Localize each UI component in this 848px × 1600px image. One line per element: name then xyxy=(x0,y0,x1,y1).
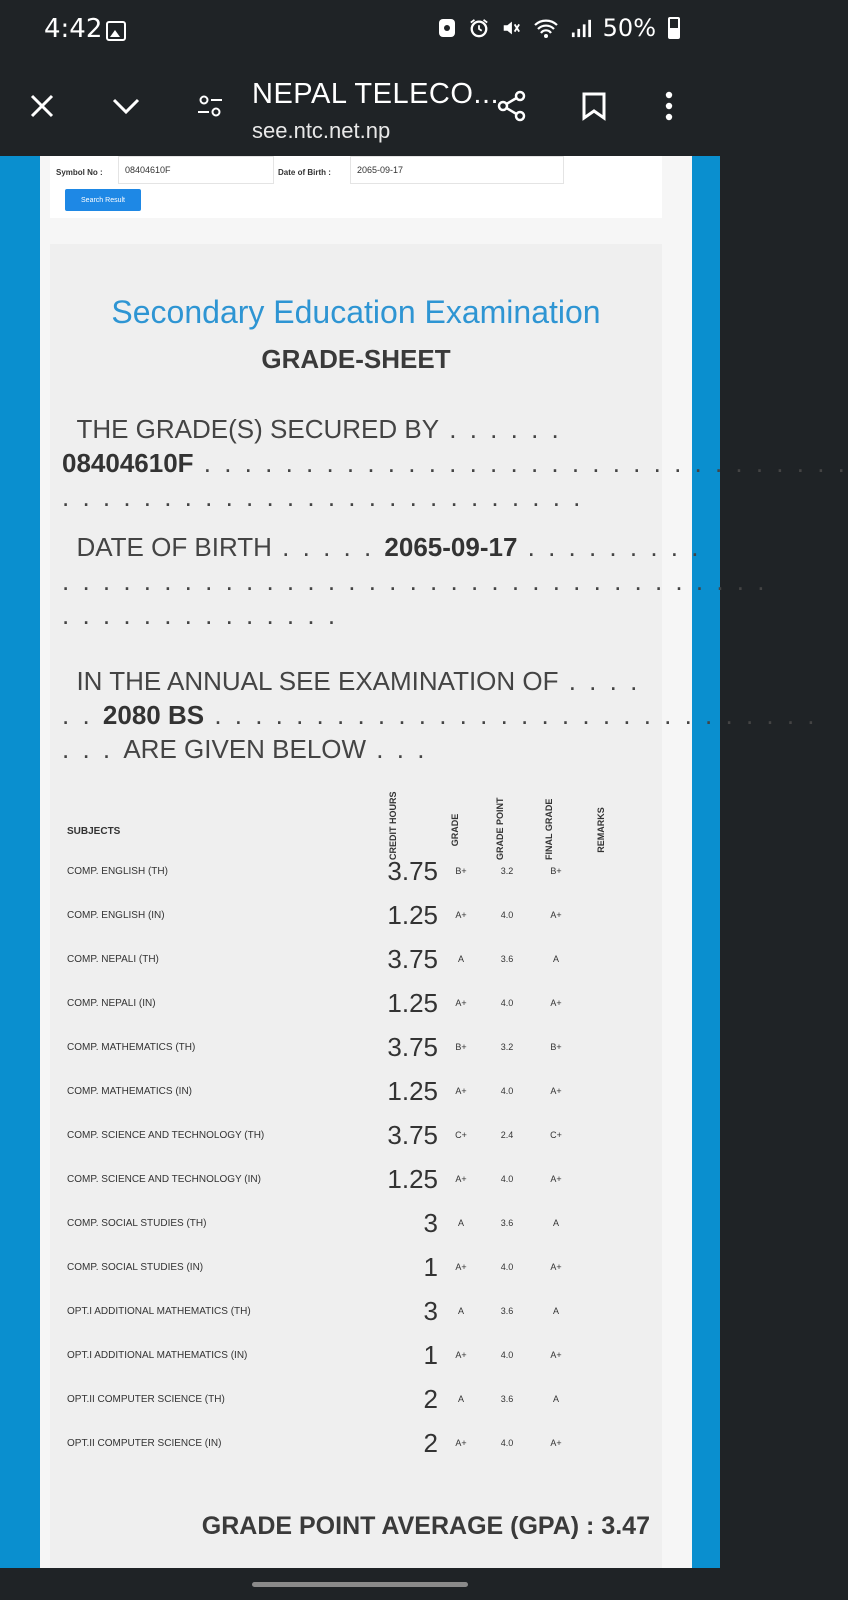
subject-cell: OPT.I ADDITIONAL MATHEMATICS (TH) xyxy=(67,1306,251,1317)
bookmark-icon xyxy=(581,91,607,121)
page-url[interactable]: see.ntc.net.np xyxy=(252,118,391,143)
grade-cell: A xyxy=(457,1394,464,1404)
credit-hours-cell: 1.25 xyxy=(387,1076,438,1106)
credit-hours-cell: 1.25 xyxy=(387,900,438,930)
page-settings-icon xyxy=(196,92,224,120)
table-row xyxy=(50,1074,662,1118)
grade-point-cell: 2.4 xyxy=(500,1130,514,1140)
header-grade: GRADE xyxy=(450,813,460,847)
more-icon xyxy=(665,91,673,121)
share-icon xyxy=(496,90,528,122)
grade-cell: A+ xyxy=(455,1262,467,1272)
gpa-summary: GRADE POINT AVERAGE (GPA) : 3.47 xyxy=(201,1512,650,1540)
final-grade-cell: A+ xyxy=(550,1262,562,1272)
symbol-input[interactable]: 08404610F xyxy=(118,156,274,184)
header-remarks: REMARKS xyxy=(596,807,606,853)
symbol-number: 08404610F xyxy=(62,448,194,478)
symbol-label: Symbol No : xyxy=(56,168,103,177)
grade-point-cell: 4.0 xyxy=(500,1262,514,1272)
grade-point-cell: 3.6 xyxy=(500,1394,514,1404)
grade-cell: A xyxy=(457,1306,464,1316)
web-page xyxy=(0,156,848,1568)
final-grade-cell: C+ xyxy=(550,1130,562,1140)
gallery-icon xyxy=(106,21,126,41)
battery-icon xyxy=(668,17,680,39)
grade-point-cell: 4.0 xyxy=(500,1086,514,1096)
final-grade-cell: B+ xyxy=(550,866,562,876)
credit-hours-cell: 1 xyxy=(423,1340,438,1370)
close-button[interactable] xyxy=(18,82,66,130)
final-grade-cell: A xyxy=(552,954,559,964)
exam-year: 2080 BS xyxy=(102,700,205,730)
table-row xyxy=(50,942,662,986)
grade-cell: A+ xyxy=(455,998,467,1008)
search-result-button[interactable]: Search Result xyxy=(65,189,141,211)
page-settings-button[interactable] xyxy=(186,82,234,130)
grade-cell: B+ xyxy=(455,1042,467,1052)
credit-hours-cell: 1 xyxy=(423,1252,438,1282)
subject-cell: OPT.I ADDITIONAL MATHEMATICS (IN) xyxy=(67,1350,248,1361)
grade-point-cell: 3.2 xyxy=(500,1042,514,1052)
subject-cell: COMP. NEPALI (IN) xyxy=(67,998,156,1009)
credit-hours-cell: 1.25 xyxy=(387,988,438,1018)
final-grade-cell: A+ xyxy=(550,998,562,1008)
chevron-down-icon xyxy=(111,96,141,116)
battery-percent: 50% xyxy=(602,14,656,42)
subject-cell: COMP. MATHEMATICS (IN) xyxy=(67,1086,192,1097)
secured-by-text: THE GRADE(S) SECURED BY . . . . . . 08404610F . . . . . . . . . . . . . . . . . . . . . . . . . . . . . . . . . . . . . . . . . . . . . . . . . . . . . . . . . . xyxy=(62,414,848,512)
credit-hours-cell: 3.75 xyxy=(387,856,438,886)
navigation-bar xyxy=(0,1568,720,1600)
grade-cell: C+ xyxy=(455,1130,467,1140)
table-row xyxy=(50,1250,662,1294)
secured-by-label: THE GRADE(S) SECURED BY xyxy=(76,414,440,444)
final-grade-cell: A xyxy=(552,1394,559,1404)
home-gesture-handle[interactable] xyxy=(252,1582,468,1587)
given-below-label: ARE GIVEN BELOW xyxy=(123,734,367,764)
table-row xyxy=(50,1162,662,1206)
subject-cell: COMP. MATHEMATICS (TH) xyxy=(67,1042,196,1053)
wifi-icon xyxy=(533,17,559,39)
final-grade-cell: B+ xyxy=(550,1042,562,1052)
search-form xyxy=(50,156,662,218)
close-icon xyxy=(28,92,56,120)
table-row xyxy=(50,1426,662,1470)
minimize-button[interactable] xyxy=(102,82,150,130)
final-grade-cell: A xyxy=(552,1218,559,1228)
subject-cell: COMP. ENGLISH (TH) xyxy=(67,866,168,877)
credit-hours-cell: 3.75 xyxy=(387,1032,438,1062)
header-final-grade: FINAL GRADE xyxy=(544,798,554,860)
final-grade-cell: A+ xyxy=(550,1086,562,1096)
subject-cell: COMP. NEPALI (TH) xyxy=(67,954,159,965)
final-grade-cell: A xyxy=(552,1306,559,1316)
table-row xyxy=(50,1030,662,1074)
grade-cell: A xyxy=(457,1218,464,1228)
credit-hours-cell: 3 xyxy=(423,1208,438,1238)
credit-hours-cell: 3.75 xyxy=(387,1120,438,1150)
alarm-icon xyxy=(469,17,489,39)
grade-point-cell: 3.2 xyxy=(500,866,514,876)
credit-hours-cell: 2 xyxy=(423,1428,438,1458)
final-grade-cell: A+ xyxy=(550,910,562,920)
dob-label: Date of Birth : xyxy=(278,168,331,177)
header-subjects: SUBJECTS xyxy=(67,826,121,837)
subject-cell: COMP. SCIENCE AND TECHNOLOGY (IN) xyxy=(67,1174,261,1185)
status-time: 4:42 xyxy=(44,14,103,44)
grade-point-cell: 4.0 xyxy=(500,1438,514,1448)
grade-point-cell: 4.0 xyxy=(500,1174,514,1184)
grade-point-cell: 3.6 xyxy=(500,1306,514,1316)
final-grade-cell: A+ xyxy=(550,1438,562,1448)
page-content xyxy=(40,156,848,1568)
grade-cell: A xyxy=(457,954,464,964)
credit-hours-cell: 3 xyxy=(423,1296,438,1326)
page-title: NEPAL TELECO... xyxy=(252,78,500,110)
header-grade-point: GRADE POINT xyxy=(495,797,505,860)
grade-sheet xyxy=(50,244,848,1574)
credit-hours-cell: 3.75 xyxy=(387,944,438,974)
status-icons xyxy=(437,14,680,42)
subject-cell: COMP. SOCIAL STUDIES (TH) xyxy=(67,1218,207,1229)
mute-icon xyxy=(501,17,521,39)
subject-cell: COMP. SOCIAL STUDIES (IN) xyxy=(67,1262,204,1273)
credit-hours-cell: 1.25 xyxy=(387,1164,438,1194)
exam-title: Secondary Education Examination xyxy=(111,294,601,330)
grade-cell: A+ xyxy=(455,1438,467,1448)
table-row xyxy=(50,854,662,898)
browser-toolbar xyxy=(0,64,720,156)
table-row xyxy=(50,986,662,1030)
table-row xyxy=(50,1118,662,1162)
final-grade-cell: A+ xyxy=(550,1350,562,1360)
table-row xyxy=(50,1294,662,1338)
grade-cell: A+ xyxy=(455,1174,467,1184)
final-grade-cell: A+ xyxy=(550,1174,562,1184)
table-row xyxy=(50,1206,662,1250)
grade-cell: A+ xyxy=(455,1086,467,1096)
table-row xyxy=(50,1382,662,1426)
grade-point-cell: 3.6 xyxy=(500,954,514,964)
grade-cell: A+ xyxy=(455,910,467,920)
subject-cell: COMP. ENGLISH (IN) xyxy=(67,910,165,921)
grade-point-cell: 4.0 xyxy=(500,1350,514,1360)
dob-value: 2065-09-17 xyxy=(384,532,518,562)
dob-text: DATE OF BIRTH . . . . . 2065-09-17 . . . . . . . . . . . . . . . . . . . . . . . . . . . . . . . . . . . . . . . . . . . . . . . . . . . . . . . . . . xyxy=(62,532,768,630)
grade-point-cell: 4.0 xyxy=(500,910,514,920)
dob-text-label: DATE OF BIRTH xyxy=(76,532,272,562)
annual-exam-text: IN THE ANNUAL SEE EXAMINATION OF . . . . . . 2080 BS . . . . . . . . . . . . . . . . . . . . . . . . . . . . . . . . . ARE GIVEN BELOW . . . xyxy=(62,666,818,764)
grade-cell: A+ xyxy=(455,1350,467,1360)
grade-cell: B+ xyxy=(455,866,467,876)
vpn-key-icon xyxy=(437,17,457,39)
more-button[interactable] xyxy=(645,82,693,130)
dob-input[interactable]: 2065-09-17 xyxy=(350,156,564,184)
bookmark-button[interactable] xyxy=(570,82,618,130)
subject-cell: OPT.II COMPUTER SCIENCE (IN) xyxy=(67,1438,222,1449)
grade-point-cell: 4.0 xyxy=(500,998,514,1008)
subject-cell: COMP. SCIENCE AND TECHNOLOGY (TH) xyxy=(67,1130,265,1141)
table-row xyxy=(50,898,662,942)
header-credit-hours: CREDIT HOURS xyxy=(388,791,398,860)
share-button[interactable] xyxy=(488,82,536,130)
annual-exam-label: IN THE ANNUAL SEE EXAMINATION OF xyxy=(76,666,559,696)
subject-cell: OPT.II COMPUTER SCIENCE (TH) xyxy=(67,1394,225,1405)
signal-icon xyxy=(571,17,591,39)
status-bar xyxy=(0,0,720,64)
credit-hours-cell: 2 xyxy=(423,1384,438,1414)
grade-point-cell: 3.6 xyxy=(500,1218,514,1228)
table-row xyxy=(50,1338,662,1382)
grade-sheet-heading: GRADE-SHEET xyxy=(261,344,451,374)
